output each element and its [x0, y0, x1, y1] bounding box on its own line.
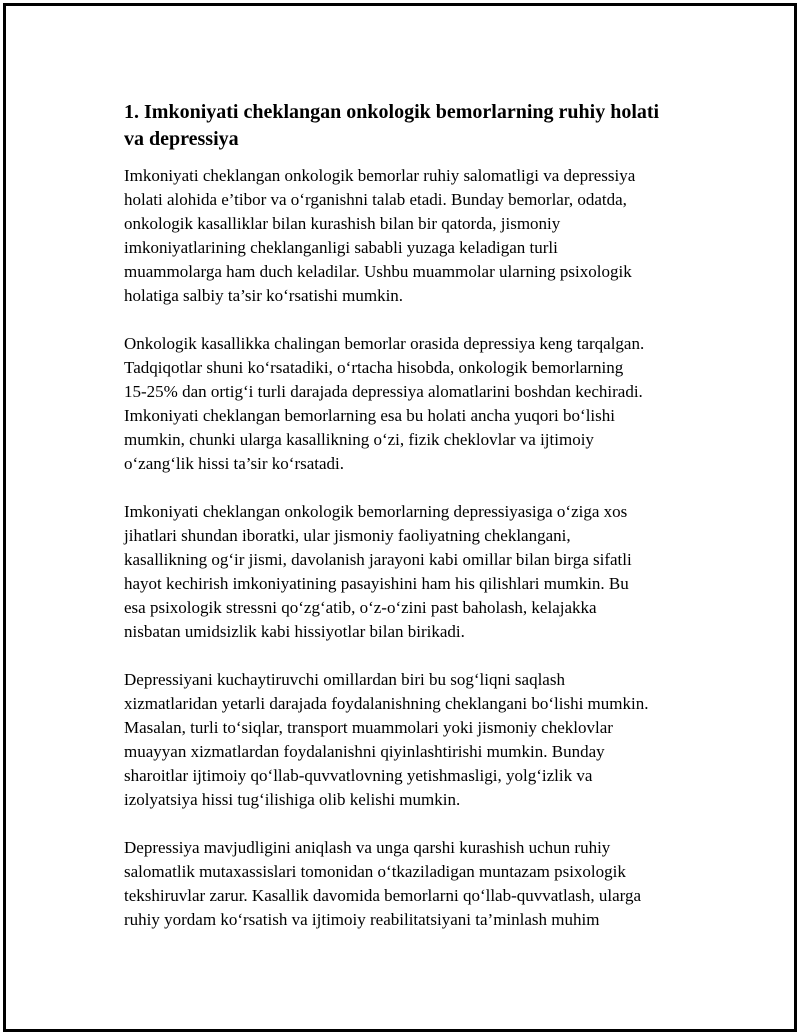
heading-line: va depressiya	[124, 128, 239, 150]
heading-line: 1. Imkoniyati cheklangan onkologik bemorlarning ruhiy holati	[124, 101, 660, 123]
text-line: sharoitlar ijtimoiy qo‘llab-quvvatlovning yetishmasligi, yolg‘izlik va	[124, 766, 593, 785]
text-line: Onkologik kasallikka chalingan bemorlar orasida depressiya keng tarqalgan.	[124, 334, 645, 353]
paragraph-5	[124, 836, 694, 932]
paragraph-4	[124, 668, 694, 812]
text-line: Depressiyani kuchaytiruvchi omillardan biri bu sog‘liqni saqlash	[124, 670, 565, 689]
text-line: nisbatan umidsizlik kabi hissiyotlar bilan birikadi.	[124, 622, 465, 641]
text-line: xizmatlaridan yetarli darajada foydalanishning cheklangani bo‘lishi mumkin.	[124, 694, 649, 713]
text-line: mumkin, chunki ularga kasallikning o‘zi, fizik cheklovlar va ijtimoiy	[124, 430, 594, 449]
text-line: muammolarga ham duch keladilar. Ushbu muammolar ularning psixologik	[124, 262, 632, 281]
text-line: o‘zang‘lik hissi ta’sir ko‘rsatadi.	[124, 454, 345, 473]
text-line: esa psixologik stressni qo‘zg‘atib, o‘z-o‘zini past baholash, kelajakka	[124, 598, 597, 617]
text-line: Imkoniyati cheklangan bemorlarning esa bu holati ancha yuqori bo‘lishi	[124, 406, 615, 425]
text-line: kasallikning og‘ir jismi, davolanish jarayoni kabi omillar bilan birga sifatli	[124, 550, 632, 569]
text-line: Masalan, turli to‘siqlar, transport muammolari yoki jismoniy cheklovlar	[124, 718, 613, 737]
text-line: ruhiy yordam ko‘rsatish va ijtimoiy reabilitatsiyani ta’minlash muhim	[124, 910, 600, 929]
text-line: tekshiruvlar zarur. Kasallik davomida bemorlarni qo‘llab-quvvatlash, ularga	[124, 886, 642, 905]
text-line: salomatlik mutaxassislari tomonidan o‘tkaziladigan muntazam psixologik	[124, 862, 626, 881]
paragraph-1	[124, 164, 694, 308]
section-heading	[124, 99, 694, 153]
text-line: hayot kechirish imkoniyatining pasayishini ham his qilishlari mumkin. Bu	[124, 574, 629, 593]
text-line: imkoniyatlarining cheklanganligi sababli yuzaga keladigan turli	[124, 238, 558, 257]
text-line: Imkoniyati cheklangan onkologik bemorlarning depressiyasiga o‘ziga xos	[124, 502, 628, 521]
text-line: holatiga salbiy ta’sir ko‘rsatishi mumkin.	[124, 286, 404, 305]
document-body	[124, 99, 694, 956]
text-line: Tadqiqotlar shuni ko‘rsatadiki, o‘rtacha hisobda, onkologik bemorlarning	[124, 358, 624, 377]
paragraph-2	[124, 332, 694, 476]
text-line: muayyan xizmatlardan foydalanishni qiyinlashtirishi mumkin. Bunday	[124, 742, 605, 761]
text-line: jihatlari shundan iboratki, ular jismoniy faoliyatning cheklangani,	[124, 526, 571, 545]
text-line: izolyatsiya hissi tug‘ilishiga olib kelishi mumkin.	[124, 790, 461, 809]
text-line: 15-25% dan ortig‘i turli darajada depressiya alomatlarini boshdan kechiradi.	[124, 382, 643, 401]
text-line: Depressiya mavjudligini aniqlash va unga qarshi kurashish uchun ruhiy	[124, 838, 611, 857]
text-line: holati alohida e’tibor va o‘rganishni talab etadi. Bunday bemorlar, odatda,	[124, 190, 627, 209]
paragraph-3	[124, 500, 694, 644]
text-line: Imkoniyati cheklangan onkologik bemorlar ruhiy salomatligi va depressiya	[124, 166, 636, 185]
page-frame	[3, 3, 797, 1032]
text-line: onkologik kasalliklar bilan kurashish bilan bir qatorda, jismoniy	[124, 214, 561, 233]
